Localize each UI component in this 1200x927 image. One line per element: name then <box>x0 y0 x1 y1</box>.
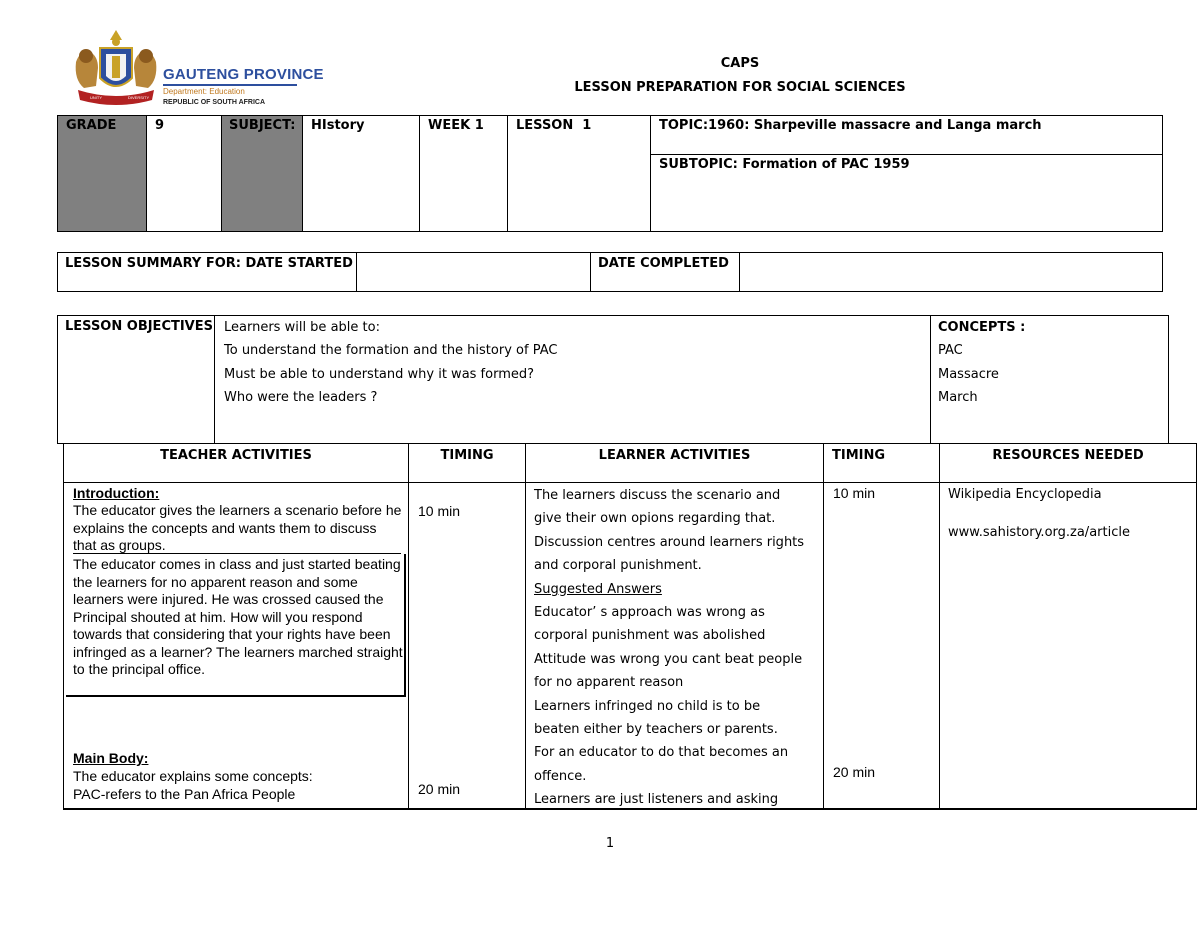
learner-line: beaten either by teachers or parents. <box>534 721 778 737</box>
week-value: WEEK 1 <box>428 118 484 133</box>
doc-title-caps: CAPS <box>720 56 760 71</box>
concepts-label: CONCEPTS : <box>938 320 1026 335</box>
page-number: 1 <box>605 836 615 851</box>
learner-line: Educator’ s approach was wrong as <box>534 604 765 620</box>
learner-line: Attitude was wrong you cant beat people <box>534 651 803 667</box>
crest-motto-left: UNITY <box>90 95 102 100</box>
learner-line: for no apparent reason <box>534 675 684 691</box>
subtopic: SUBTOPIC: Formation of PAC 1959 <box>659 157 910 172</box>
header-teacher-activities: TEACHER ACTIVITIES <box>160 448 312 463</box>
learner-line: give their own opions regarding that. <box>534 511 776 527</box>
main-body-line-2: PAC-refers to the Pan Africa People <box>73 786 296 802</box>
timing2-main: 20 min <box>833 764 876 780</box>
date-completed-label: DATE COMPLETED <box>598 256 729 271</box>
header-learner-activities: LEARNER ACTIVITIES <box>598 448 751 463</box>
lesson-value: LESSON 1 <box>516 118 592 133</box>
crest-motto-right: DIVERSITY <box>128 95 150 100</box>
timing-main: 20 min <box>418 781 461 797</box>
learner-activities-list <box>534 484 804 811</box>
learner-line: Learners are just listeners and asking <box>534 792 779 808</box>
resource-link: www.sahistory.org.za/article <box>948 525 1130 540</box>
main-body-heading: Main Body: <box>73 750 149 766</box>
scenario-text: The educator comes in class and just started beating the learners for no apparent reason and some learners were injured. He was crossed caused the Principal shouted at him. How will you respond towards that considering that your rights have been infringed as a learner? The learners marched straight to the principal office. <box>73 556 403 677</box>
learner-line: and corporal punishment. <box>534 558 702 574</box>
timing-intro: 10 min <box>418 503 461 519</box>
topic: TOPIC:1960: Sharpeville massacre and Langa march <box>659 118 1042 133</box>
resource-item: Wikipedia Encyclopedia <box>948 487 1102 502</box>
objective-item: To understand the formation and the history of PAC <box>224 343 558 359</box>
intro-heading: Introduction: <box>73 485 160 501</box>
learner-line: Learners infringed no child is to be <box>534 698 761 714</box>
learner-line: The learners discuss the scenario and <box>534 488 781 503</box>
org-country: REPUBLIC OF SOUTH AFRICA <box>163 99 266 106</box>
timing2-intro: 10 min <box>833 485 876 501</box>
learner-line: For an educator to do that becomes an <box>534 745 789 761</box>
objectives-list <box>224 316 557 410</box>
summary-label: LESSON SUMMARY FOR: DATE STARTED <box>65 256 353 271</box>
objectives-label: LESSON OBJECTIVES <box>65 319 213 334</box>
grade-label: GRADE <box>66 118 117 133</box>
concept-item: Massacre <box>938 366 999 382</box>
main-body-line-1: The educator explains some concepts: <box>73 768 313 784</box>
suggested-answers-heading: Suggested Answers <box>534 581 662 597</box>
logo-divider <box>163 84 297 86</box>
header-resources: RESOURCES NEEDED <box>992 448 1144 463</box>
learner-line: offence. <box>534 768 587 784</box>
subject-value: HIstory <box>311 118 365 133</box>
concepts-list <box>938 316 1025 410</box>
org-dept: Department: Education <box>163 87 245 96</box>
objective-item: Who were the leaders ? <box>224 390 378 406</box>
department-logo <box>70 28 324 112</box>
org-name: GAUTENG PROVINCE <box>163 66 324 83</box>
header-timing-1: TIMING <box>440 448 494 463</box>
objective-item: Must be able to understand why it was formed? <box>224 366 535 382</box>
header-timing-2: TIMING <box>832 448 886 463</box>
concept-item: March <box>938 390 978 406</box>
coat-of-arms-icon <box>70 28 162 112</box>
concept-item: PAC <box>938 343 963 359</box>
doc-title: LESSON PREPARATION FOR SOCIAL SCIENCES <box>574 80 906 95</box>
learner-line: Discussion centres around learners rights <box>534 534 805 550</box>
learner-line: corporal punishment was abolished <box>534 628 766 644</box>
subject-label: SUBJECT: <box>229 118 296 133</box>
grade-value: 9 <box>155 118 165 133</box>
objective-item: Learners will be able to: <box>224 320 380 335</box>
intro-text: The educator gives the learners a scenario before he explains the concepts and wants them to discuss that as groups. <box>73 502 402 553</box>
